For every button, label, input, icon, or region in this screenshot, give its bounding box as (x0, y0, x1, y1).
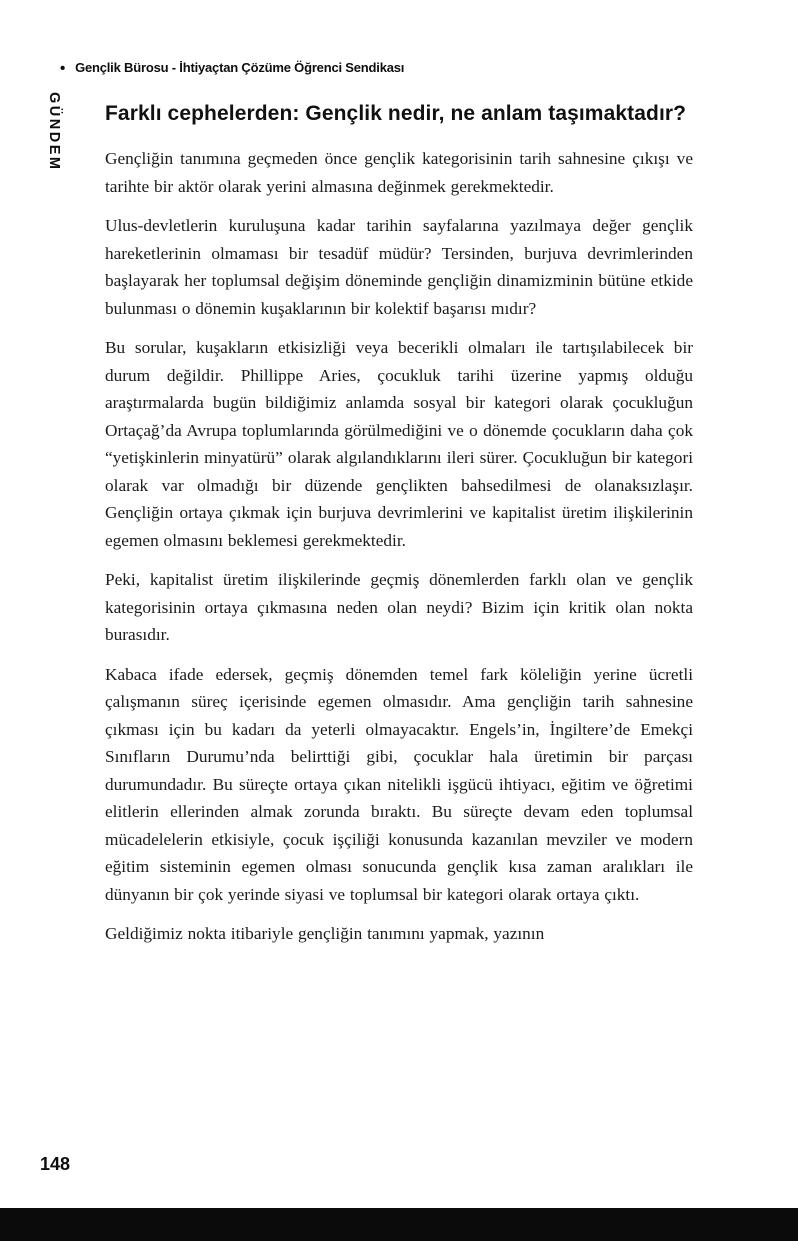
article-content (105, 98, 693, 960)
page-number: 148 (40, 1154, 71, 1174)
header-union-name: İhtiyaçtan Çözüme Öğrenci Sendikası (179, 60, 405, 75)
header-bullet-icon: • (60, 60, 66, 77)
header-org-name: Gençlik Bürosu - (75, 60, 180, 75)
article-title: Farklı cephelerden: Gençlik nedir, ne anlam taşımaktadır? (105, 102, 687, 125)
article-paragraph: Geldiğimiz nokta itibariyle gençliğin tanımını yapmak, yazının (105, 924, 545, 943)
footer-bar (0, 1208, 798, 1241)
article-paragraph: Bu sorular, kuşakların etkisizliği veya becerikli olmaları ile tartışılabilecek bir durum değildir. Phillippe Aries, çocukluk tarihi üzerine yapmış olduğu araştırmalarda bugün bildiğimiz anlamda sosyal bir kategori olarak çocukluğun Ortaçağ’da Avrupa toplumlarında görülmediğini ve o dönemde çocukların daha çok “yetişkinlerin minyatürü” olarak algılandıklarını ileri sürer. Çocukluğun bir kategori olarak var olmadığı bir düzende gençlikten bahsedilmesi de olanaksızlaşır. Gençliğin ortaya çıkmak için burjuva devrimlerini ve kapitalist üretim ilişkilerinin egemen olmasını beklemesi gerekmektedir. (105, 338, 693, 550)
article-paragraph: Kabaca ifade edersek, geçmiş dönemden temel fark köleliğin yerine ücretli çalışmanın süreç içerisinde egemen olmasıdır. Ama gençliğin tarih sahnesine çıkması için bu kadarı da yeterli olmayacaktır. Engels’in, İngiltere’de Emekçi Sınıfların Durumu’nda belirttiği gibi, çocuklar hala üretimin bir parçası durumundadır. Bu süreçte ortaya çıkan nitelikli işgücü ihtiyacı, eğitim ve öğretimi elitlerin ellerinden almak zorunda bıraktı. Bu süreçte devam eden toplumsal mücadelelerin etkisiyle, çocuk işçiliği konusunda kazanılan mevziler ve modern eğitim sisteminin egemen olması sonucunda gençlik kısa zaman aralıkları ile dünyanın bir çok yerinde siyasi ve toplumsal bir kategori olarak ortaya çıktı. (105, 664, 693, 904)
article-paragraph: Gençliğin tanımına geçmeden önce gençlik kategorisinin tarih sahnesine çıkışı ve tarihte bir aktör olarak yerini almasına değinmek gerekmektedir. (105, 149, 693, 196)
article-paragraph: Ulus-devletlerin kuruluşuna kadar tarihin sayfalarına yazılmaya değer gençlik hareketlerinin olmaması bir tesadüf müdür? Tersinden, burjuva devrimlerinden başlayarak her toplumsal değişim döneminde gençliğin dinamizminin bütüne etkide bulunması o dönemin kuşaklarının bir kolektif başarısı mıdır? (105, 216, 693, 318)
section-label-gundem: GÜNDEM (46, 92, 62, 172)
article-paragraph: Peki, kapitalist üretim ilişkilerinde geçmiş dönemlerden farklı olan ve gençlik kategorisinin ortaya çıkmasına neden olan neydi? Bizim için kritik olan nokta burasıdır. (105, 570, 693, 644)
page-header (60, 60, 738, 77)
